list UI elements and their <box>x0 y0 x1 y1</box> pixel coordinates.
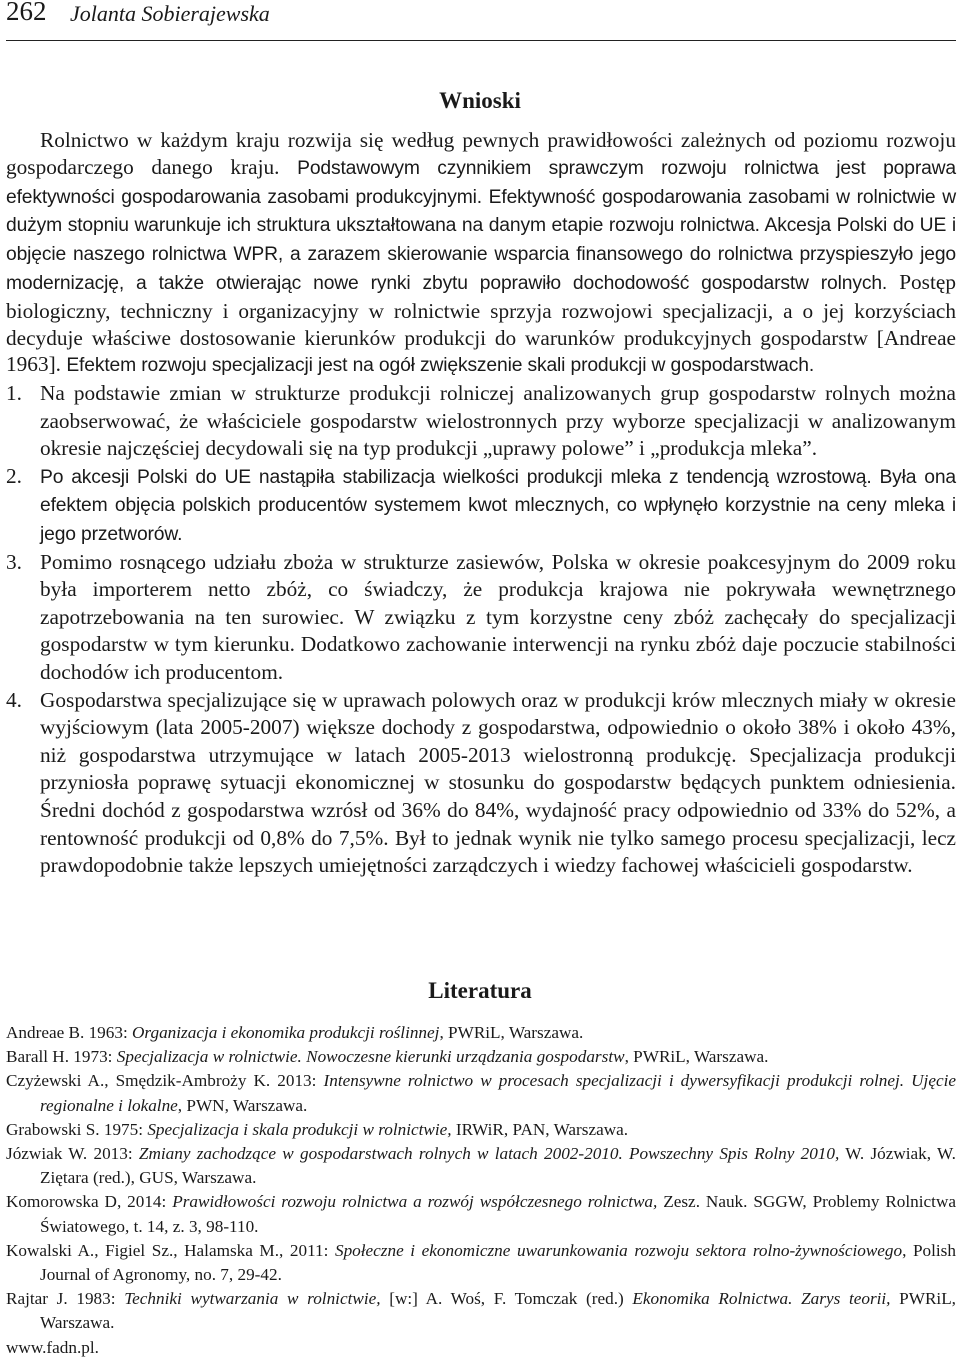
intro-final-sentence: Efektem rozwoju specjalizacji jest na ogół zwiększenie skali produkcji w gospodarstwach. <box>66 355 815 377</box>
reference-title: Specjalizacja i skala produkcji w rolnictwie, <box>147 1119 452 1139</box>
reference-item <box>6 1118 956 1142</box>
reference-publisher: IRWiR, PAN, Warszawa. <box>451 1119 629 1139</box>
reference-author: Komorowska D, 2014: <box>6 1192 173 1212</box>
intro-sentence-1: Rolnictwo w każdym kraju rozwija się według pewnych prawidłowości zależnych od poziomu rozwoju gospodarczego danego kraju. <box>6 128 956 179</box>
reference-author: Andreae B. 1963: <box>6 1023 133 1042</box>
conclusion-item <box>6 687 956 880</box>
reference-author: Rajtar J. 1983: <box>6 1289 125 1309</box>
reference-book-title: Ekonomika Rolnictwa. Zarys teorii, <box>632 1289 891 1309</box>
reference-publisher: PWRiL, Warszawa. <box>40 1289 956 1333</box>
reference-publisher: , Polish Journal of Agronomy, no. 7, 29-42. <box>40 1240 956 1285</box>
conclusion-number: 1. <box>6 381 22 405</box>
reference-author: Józwiak W. 2013: <box>6 1144 139 1164</box>
reference-item <box>6 1239 956 1287</box>
reference-item <box>6 1142 956 1190</box>
reference-website: www.fadn.pl. <box>6 1337 99 1357</box>
reference-title: Społeczne i ekonomiczne uwarunkowania rozwoju sektora rolno-żywnościowego <box>334 1240 903 1260</box>
reference-item <box>6 1021 956 1045</box>
reference-author: Kowalski A., Figiel Sz., Halamska M., 2011: <box>6 1240 335 1260</box>
section-heading-literature: Literatura <box>428 978 532 1003</box>
reference-editors: [w:] A. Woś, F. Tomczak (red.) <box>380 1289 633 1309</box>
reference-publisher: Zesz. Nauk. SGGW, Problemy Rolnictwa Światowego, t. 14, z. 3, 98-110. <box>40 1192 956 1236</box>
page-number: 262 <box>6 0 47 26</box>
running-header <box>6 0 956 41</box>
conclusions-numbered-list <box>6 380 956 880</box>
reference-author: Grabowski S. 1975: <box>6 1119 148 1139</box>
conclusion-number: 2. <box>6 463 22 488</box>
conclusion-text: Gospodarstwa specjalizujące się w uprawach polowych oraz w produkcji krów mlecznych miały w okresie wyjściowym (lata 2005-2007) większe dochody z gospodarstwa, odpowiednio o około 38% i około 43%, niż gospodarstwa utrzymujące w latach 2005-2013 wielostronną produkcję. Specjalizacja produkcji przyniosła poprawę sytuacji ekonomicznej w stosunku do gospodarstw będących punktem odniesienia. Średni dochód z gospodarstwa wzrósł od 36% do 84%, wydajność pracy odpowiednio od 33% do 52%, a rentowność produkcji od 0,8% do 7,5%. Był to jednak wynik nie tylko samego procesu specjalizacji, lecz prawdopodobnie także lepszych umiejętności zarządczych i wiedzy fachowej właścicieli gospodarstw. <box>40 687 956 878</box>
conclusion-text: Na podstawie zmian w strukturze produkcji rolniczej analizowanych grup gospodarstw rolnych można zaobserwować, że właściciele gospodarstw wielostronnych przy wyborze specjalizacji w analizowanym okresie najczęściej decydowali się na typ produkcji „uprawy polowe” i „produkcja mleka”. <box>40 381 956 461</box>
reference-item <box>6 1190 956 1238</box>
reference-title: Organizacja i ekonomika produkcji roślinnej <box>132 1023 440 1042</box>
reference-item <box>6 1287 956 1335</box>
conclusion-text: Pomimo rosnącego udziału zboża w strukturze zasiewów, Polska w okresie poakcesyjnym do 2009 roku była importerem netto zbóż, co świadczy, że produkcja krajowa nie pokrywała wewnętrznego zapotrzebowania na ten surowiec. W związku z tym korzystne ceny zbóż zachęcały do specjalizacji gospodarstw w tym kierunku. Dodatkowo zachowanie interwencji na rynku zbóż daje poczucie stabilności dochodów ich producentom. <box>40 549 956 684</box>
reference-title: Zmiany zachodzące w gospodarstwach rolnych w latach 2002-2010. Powszechny Spis Rolny 2010, <box>138 1144 840 1164</box>
reference-publisher: , PWN, Warszawa. <box>177 1095 308 1115</box>
conclusion-item <box>6 380 956 463</box>
conclusion-number: 3. <box>6 549 22 574</box>
conclusion-text: Po akcesji Polski do UE nastąpiła stabilizacja wielkości produkcji mleka z tendencją wzrostową. Była ona efektem objęcia polskich producentów systemem kwot mlecznych, co wpłynęło korzystnie na ceny mleka i jego przetworów. <box>40 466 956 545</box>
reference-item <box>6 1045 956 1069</box>
reference-publisher: W. Józwiak, W. Ziętara (red.), GUS, Warszawa. <box>40 1144 956 1188</box>
reference-title: Intensywne rolnictwo w procesach specjalizacji i dywersyfikacji produkcji rolnej. Ujęcie regionalne i lokalne <box>40 1071 956 1115</box>
conclusions-intro-paragraph <box>6 127 956 380</box>
reference-item <box>6 1336 956 1360</box>
running-title: Jolanta Sobierajewska <box>70 1 270 26</box>
reference-list <box>6 1021 956 1360</box>
conclusion-number: 4. <box>6 687 22 712</box>
reference-title: Techniki wytwarzania w rolnictwie, <box>124 1289 381 1309</box>
reference-publisher: , PWRiL, Warszawa. <box>624 1047 769 1067</box>
reference-publisher: , PWRiL, Warszawa. <box>439 1023 584 1042</box>
section-heading-conclusions: Wnioski <box>439 88 521 113</box>
reference-author: Barall H. 1973: <box>6 1047 117 1067</box>
intro-sentences-sans: Podstawowym czynnikiem sprawczym rozwoju rolnictwa jest poprawa efektywności gospodarowania zasobami produkcyjnymi. Efektywność gospodarowania zasobami w rolnictwie w dużym stopniu warunkuje ich struktura ukształtowana na danym etapie rozwoju rolnictwa. Akcesja Polski do UE i objęcie naszego rolnictwa WPR, a zarazem skierowanie wsparcia finansowego do rolnictwa przyspieszyło jego modernizację, a także otwierając nowe rynki zbytu poprawiło dochodowość gospodarstw rolnych. <box>6 157 957 294</box>
conclusion-item <box>6 463 956 549</box>
conclusion-item <box>6 549 956 687</box>
reference-title: Prawidłowości rozwoju rolnictwa a rozwój współczesnego rolnictwa, <box>172 1192 658 1212</box>
reference-item <box>6 1069 956 1117</box>
reference-title: Specjalizacja w rolnictwie. Nowoczesne kierunki urządzania gospodarstw <box>116 1047 625 1067</box>
reference-author: Czyżewski A., Smędzik-Ambroży K. 2013: <box>6 1071 324 1091</box>
intro-sentences-serif: Postęp biologiczny, techniczny i organizacyjny w rolnictwie sprzyja rozwojowi specjalizacji, a o jej korzyściach decyduje właściwe dostosowanie kierunków produkcji do warunków produkcyjnych gospodarstw [Andreae 1963]. <box>6 269 956 377</box>
